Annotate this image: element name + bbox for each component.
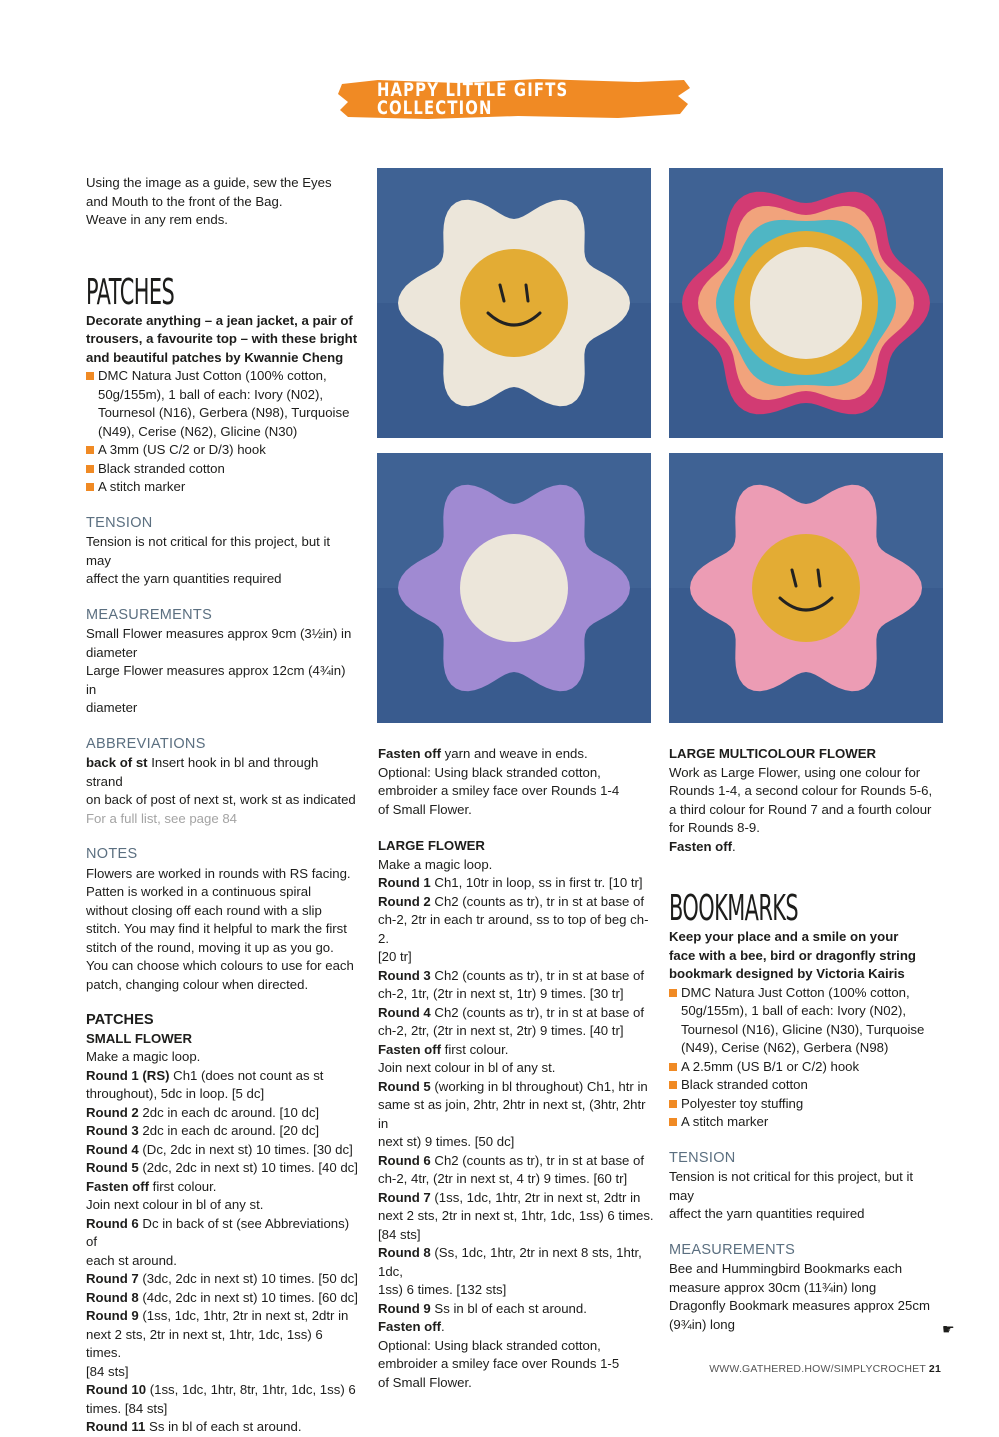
instruction-text: (4dc, 2dc in next st) 10 times. [60 dc] bbox=[138, 1289, 358, 1305]
instruction-text: Dc in back of st (see Abbreviations) of bbox=[86, 1215, 350, 1249]
ivory-smiley-flower-photo bbox=[377, 168, 651, 438]
text-line: A 2.5mm (US B/1 or C/2) hook bbox=[681, 1058, 860, 1074]
instruction-text: Ch2 (counts as tr), tr in st at base of bbox=[430, 967, 645, 983]
instruction-line bbox=[86, 1067, 358, 1086]
instruction-text: (Ss, 1dc, 1htr, 2tr in next 8 sts, 1htr, 1dc, bbox=[378, 1245, 642, 1279]
text-line: without closing off each round with a slip bbox=[86, 902, 322, 918]
list-item bbox=[86, 441, 358, 460]
instruction-label: Round 5 bbox=[378, 1078, 431, 1094]
text-line: affect the yarn quantities required bbox=[669, 1206, 865, 1221]
instruction-text: same st as join, 2htr, 2htr in next st, (3htr, 2htr in bbox=[378, 1097, 646, 1131]
instruction-label: Round 3 bbox=[86, 1123, 139, 1138]
text-line: Work as Large Flower, using one colour for bbox=[669, 764, 921, 780]
pointing-hand-icon: ☛ bbox=[942, 1321, 955, 1337]
instruction-line bbox=[86, 1141, 358, 1160]
photo-illustration bbox=[377, 168, 651, 438]
pink-smiley-flower-photo bbox=[669, 453, 943, 723]
instruction-line bbox=[86, 1418, 358, 1437]
pattern-heading: PATCHES bbox=[86, 1012, 154, 1028]
abbreviations-text bbox=[86, 754, 358, 828]
instruction-text: yarn and weave in ends. bbox=[441, 746, 588, 761]
text-line: . bbox=[732, 838, 736, 854]
multicolour-flower-photo bbox=[669, 168, 943, 438]
list-item bbox=[669, 1113, 941, 1132]
list-item bbox=[669, 1095, 941, 1114]
instruction-text: of Small Flower. bbox=[378, 801, 472, 817]
large-flower-instructions bbox=[378, 856, 654, 1393]
list-item bbox=[86, 478, 358, 497]
instruction-text: Ch1 (does not count as st bbox=[169, 1067, 324, 1083]
instruction-line bbox=[378, 1355, 654, 1374]
instruction-line bbox=[86, 1048, 358, 1067]
instruction-line bbox=[378, 1004, 654, 1023]
instruction-text: Ss in bl of each st around. bbox=[430, 1300, 587, 1316]
instruction-text: times. [84 sts] bbox=[86, 1400, 168, 1416]
instruction-line bbox=[378, 893, 654, 912]
instruction-line bbox=[378, 874, 654, 893]
text-line: Using the image as a guide, sew the Eyes bbox=[86, 175, 332, 190]
right-eye bbox=[818, 570, 820, 586]
middle-column bbox=[378, 745, 654, 1392]
bookmarks-materials-list bbox=[669, 984, 941, 1132]
text-line bbox=[669, 838, 941, 857]
abbr-definition: Insert hook in bl and through strand bbox=[86, 755, 319, 789]
right-column bbox=[669, 745, 941, 1334]
instruction-label: Round 6 bbox=[378, 1152, 431, 1168]
list-item bbox=[669, 1058, 941, 1077]
instruction-text: (1ss, 1dc, 1htr, 8tr, 1htr, 1dc, 1ss) 6 bbox=[146, 1382, 356, 1397]
instruction-label: Round 4 bbox=[378, 1004, 431, 1020]
text-line: Tension is not critical for this project, but it may bbox=[669, 1169, 914, 1203]
page-reference: For a full list, see page 84 bbox=[86, 810, 238, 826]
text-line: (N49), Cerise (N62), Glicine (N30) bbox=[98, 423, 298, 439]
list-item bbox=[669, 1076, 941, 1095]
instruction-text: first colour. bbox=[149, 1178, 217, 1194]
flower-center bbox=[750, 247, 862, 359]
list-item bbox=[669, 984, 941, 1058]
patches-intro bbox=[86, 312, 358, 368]
instruction-label: Fasten off bbox=[378, 1319, 442, 1334]
list-item bbox=[86, 367, 358, 441]
instruction-label: Round 6 bbox=[86, 1215, 139, 1231]
instruction-label: Round 7 bbox=[378, 1189, 431, 1205]
flower-center bbox=[752, 534, 860, 642]
bookmarks-measurements-heading: MEASUREMENTS bbox=[669, 1241, 796, 1258]
instruction-line bbox=[86, 1104, 358, 1123]
instruction-line bbox=[378, 1078, 654, 1097]
instruction-text: embroider a smiley face over Rounds 1-5 bbox=[378, 1356, 620, 1371]
photo-illustration bbox=[377, 453, 651, 723]
text-line: (9¾in) long bbox=[669, 1316, 735, 1332]
instruction-label: Round 9 bbox=[378, 1300, 431, 1316]
instruction-text: Ch2 (counts as tr), tr in st at base of bbox=[430, 1152, 645, 1168]
instruction-text: [20 tr] bbox=[378, 949, 412, 964]
instruction-line bbox=[378, 967, 654, 986]
instruction-text: (1ss, 1dc, 1htr, 2tr in next st, 2dtr in bbox=[138, 1308, 349, 1323]
photo-illustration bbox=[669, 453, 943, 723]
instruction-line bbox=[378, 948, 654, 967]
instruction-line bbox=[378, 1374, 654, 1393]
instruction-text: (3dc, 2dc in next st) 10 times. [50 dc] bbox=[138, 1271, 358, 1286]
instruction-text: ch-2, 1tr, (2tr in next st, 1tr) 9 times. [30 tr] bbox=[378, 986, 624, 1001]
list-item bbox=[86, 460, 358, 479]
instruction-text: next 2 sts, 2tr in next st, 1htr, 1dc, 1ss) 6 times. bbox=[378, 1208, 654, 1223]
instruction-line bbox=[378, 911, 654, 948]
instruction-text: . bbox=[441, 1319, 445, 1334]
instruction-text: Join next colour in bl of any st. bbox=[378, 1060, 556, 1075]
text-line: DMC Natura Just Cotton (100% cotton, bbox=[681, 984, 910, 1000]
instruction-label: Round 1 (RS) bbox=[86, 1067, 170, 1083]
instruction-text: Join next colour in bl of any st. bbox=[86, 1197, 264, 1212]
text-line: 50g/155m), 1 ball of each: Ivory (N02), bbox=[681, 1003, 907, 1018]
bookmarks-tension-heading: TENSION bbox=[669, 1149, 736, 1166]
text-line: stitch of the round, moving it up as you go. bbox=[86, 939, 334, 955]
collection-banner bbox=[338, 76, 692, 122]
instruction-text: 2dc in each dc around. [10 dc] bbox=[138, 1104, 320, 1120]
instruction-text: first colour. bbox=[441, 1041, 509, 1057]
text-line: Bee and Hummingbird Bookmarks each bbox=[669, 1261, 903, 1276]
large-flower-heading: LARGE FLOWER bbox=[378, 838, 485, 853]
instruction-line bbox=[86, 1252, 358, 1271]
text-line: stitch. You may find it helpful to mark the first bbox=[86, 921, 347, 936]
instruction-line bbox=[86, 1178, 358, 1197]
text-line: Decorate anything – a jean jacket, a pair of bbox=[86, 312, 353, 328]
notes-heading: NOTES bbox=[86, 846, 138, 862]
instruction-line bbox=[378, 1022, 654, 1041]
instruction-text: Ch2 (counts as tr), tr in st at base of bbox=[430, 893, 645, 909]
text-line: 50g/155m), 1 ball of each: Ivory (N02), bbox=[98, 386, 324, 402]
instruction-label: Round 8 bbox=[86, 1289, 139, 1305]
text-line: face with a bee, bird or dragonfly string bbox=[669, 947, 916, 963]
text-line: Flowers are worked in rounds with RS facing. bbox=[86, 865, 351, 881]
flower-center bbox=[460, 249, 568, 357]
text-line: and beautiful patches by Kwannie Cheng bbox=[86, 349, 344, 365]
instruction-text: of Small Flower. bbox=[378, 1374, 472, 1390]
tension-text bbox=[86, 533, 358, 589]
left-column bbox=[86, 174, 358, 1437]
instruction-text: [84 sts] bbox=[86, 1363, 129, 1379]
instruction-text: [84 sts] bbox=[378, 1226, 421, 1242]
instruction-text: (1ss, 1dc, 1htr, 2tr in next st, 2dtr in bbox=[430, 1189, 641, 1205]
text-line: diameter bbox=[86, 700, 138, 715]
instruction-text: (Dc, 2dc in next st) 10 times. [30 dc] bbox=[138, 1141, 353, 1157]
instruction-line bbox=[378, 1207, 654, 1226]
instruction-line bbox=[86, 1400, 358, 1419]
instruction-line bbox=[378, 764, 654, 783]
text-line: Weave in any rem ends. bbox=[86, 212, 228, 227]
text-line: Tournesol (N16), Glicine (N30), Turquoise bbox=[681, 1021, 925, 1037]
text-line: Tournesol (N16), Gerbera (N98), Turquoise bbox=[98, 405, 350, 420]
flower-center bbox=[460, 534, 568, 642]
instruction-text: Optional: Using black stranded cotton, bbox=[378, 764, 601, 780]
instruction-line bbox=[86, 1085, 358, 1104]
instruction-line bbox=[378, 1244, 654, 1281]
right-eye bbox=[526, 285, 528, 301]
materials-list bbox=[86, 367, 358, 497]
instruction-text: Ch2 (counts as tr), tr in st at base of bbox=[430, 1004, 645, 1020]
instruction-line bbox=[86, 1122, 358, 1141]
abbreviations-heading: ABBREVIATIONS bbox=[86, 735, 206, 752]
instruction-line bbox=[86, 1326, 358, 1363]
text-line: Large Flower measures approx 12cm (4¾in) in bbox=[86, 663, 346, 697]
instruction-text: (working in bl throughout) Ch1, htr in bbox=[430, 1078, 648, 1094]
instruction-line bbox=[86, 1363, 358, 1382]
instruction-text: Optional: Using black stranded cotton, bbox=[378, 1337, 601, 1353]
instruction-text: ch-2, 2tr in each tr around, ss to top of beg ch-2. bbox=[378, 912, 649, 946]
tension-heading: TENSION bbox=[86, 514, 153, 531]
text-line: Keep your place and a smile on your bbox=[669, 929, 899, 944]
instruction-text: next 2 sts, 2tr in next st, 1htr, 1dc, 1ss) 6 times. bbox=[86, 1326, 323, 1360]
instruction-label: Round 9 bbox=[86, 1308, 139, 1323]
instruction-label: Round 7 bbox=[86, 1271, 139, 1286]
instruction-text: 2dc in each dc around. [20 dc] bbox=[138, 1123, 320, 1138]
fasten-off-label: Fasten off bbox=[669, 838, 733, 854]
patches-heading: PATCHES bbox=[86, 271, 175, 313]
text-line: Black stranded cotton bbox=[681, 1077, 808, 1092]
text-line: A 3mm (US C/2 or D/3) hook bbox=[98, 442, 266, 457]
instruction-text: Make a magic loop. bbox=[378, 856, 493, 872]
text-line: Polyester toy stuffing bbox=[681, 1095, 804, 1111]
text-line: Black stranded cotton bbox=[98, 460, 225, 476]
instruction-text: Ch1, 10tr in loop, ss in first tr. [10 tr] bbox=[430, 875, 643, 890]
text-line: and Mouth to the front of the Bag. bbox=[86, 193, 283, 209]
instruction-line bbox=[378, 1189, 654, 1208]
instruction-label: Round 10 bbox=[86, 1382, 147, 1397]
instruction-label: Round 4 bbox=[86, 1141, 139, 1157]
footer-url: WWW.GATHERED.HOW/SIMPLYCROCHET bbox=[709, 1363, 926, 1375]
instruction-text: each st around. bbox=[86, 1252, 177, 1268]
instruction-text: Ss in bl of each st around. bbox=[145, 1419, 302, 1434]
page-footer bbox=[709, 1360, 941, 1379]
instruction-label: Fasten off bbox=[86, 1178, 150, 1194]
instruction-line bbox=[378, 1133, 654, 1152]
text-line: Dragonfly Bookmark measures approx 25cm bbox=[669, 1298, 930, 1313]
instruction-line bbox=[378, 1096, 654, 1133]
instruction-label: Round 2 bbox=[86, 1104, 139, 1120]
instruction-label: Round 8 bbox=[378, 1245, 431, 1260]
instruction-line bbox=[86, 1381, 358, 1400]
instruction-line bbox=[378, 782, 654, 801]
page-number: 21 bbox=[928, 1363, 941, 1375]
text-line: A stitch marker bbox=[98, 479, 186, 494]
small-flower-instructions bbox=[86, 1048, 358, 1437]
instruction-label: Round 1 bbox=[378, 875, 431, 890]
instruction-text: embroider a smiley face over Rounds 1-4 bbox=[378, 783, 620, 798]
instruction-text: throughout), 5dc in loop. [5 dc] bbox=[86, 1086, 265, 1101]
instruction-text: ch-2, 2tr, (2tr in next st, 2tr) 9 times. [40 tr] bbox=[378, 1023, 624, 1038]
instruction-line bbox=[378, 1300, 654, 1319]
text-line: patch, changing colour when directed. bbox=[86, 976, 309, 992]
banner-title: HAPPY LITTLE GIFTS COLLECTION bbox=[376, 78, 569, 119]
small-flower-heading: SMALL FLOWER bbox=[86, 1030, 192, 1046]
instruction-line bbox=[378, 1170, 654, 1189]
text-line: affect the yarn quantities required bbox=[86, 571, 282, 586]
bookmarks-heading: BOOKMARKS bbox=[669, 888, 799, 929]
text-line bbox=[86, 754, 358, 791]
instruction-line bbox=[378, 745, 654, 764]
text-line: measure approx 30cm (11¾in) long bbox=[669, 1279, 877, 1295]
text-line: A stitch marker bbox=[681, 1114, 769, 1129]
text-line: Patten is worked in a continuous spiral bbox=[86, 884, 312, 899]
instruction-line bbox=[378, 1337, 654, 1356]
instruction-line bbox=[378, 1059, 654, 1078]
text-line: diameter bbox=[86, 644, 138, 660]
instruction-line bbox=[378, 1281, 654, 1300]
text-line: on back of post of next st, work st as indicated bbox=[86, 792, 356, 807]
instruction-line bbox=[86, 1270, 358, 1289]
instruction-text: (2dc, 2dc in next st) 10 times. [40 dc] bbox=[138, 1160, 358, 1175]
text-line: for Rounds 8-9. bbox=[669, 820, 760, 835]
instruction-line bbox=[378, 985, 654, 1004]
text-line: trousers, a favourite top – with these bright bbox=[86, 331, 358, 346]
measurements-text bbox=[86, 625, 358, 718]
instruction-line bbox=[378, 1041, 654, 1060]
text-line: You can choose which colours to use for each bbox=[86, 958, 354, 973]
instruction-label: Round 3 bbox=[378, 967, 431, 983]
text-line: Tension is not critical for this project, but it may bbox=[86, 534, 331, 568]
instruction-label: Fasten off bbox=[378, 746, 442, 761]
instruction-line bbox=[86, 1215, 358, 1252]
large-multicolour-flower-heading: LARGE MULTICOLOUR FLOWER bbox=[669, 746, 877, 761]
instruction-label: Round 2 bbox=[378, 893, 431, 909]
instruction-line bbox=[378, 1152, 654, 1171]
text-line: Rounds 1-4, a second colour for Rounds 5-6, bbox=[669, 783, 933, 798]
instruction-line bbox=[378, 1226, 654, 1245]
instruction-line bbox=[378, 801, 654, 820]
instruction-line bbox=[378, 856, 654, 875]
instruction-line bbox=[86, 1159, 358, 1178]
instruction-label: Round 5 bbox=[86, 1160, 139, 1175]
instruction-line bbox=[86, 1196, 358, 1215]
text-line: DMC Natura Just Cotton (100% cotton, bbox=[98, 368, 327, 383]
photo-illustration bbox=[669, 168, 943, 438]
text-line: a third colour for Round 7 and a fourth colour bbox=[669, 801, 932, 817]
instruction-text: 1ss) 6 times. [132 sts] bbox=[378, 1282, 507, 1297]
small-flower-finishing bbox=[378, 745, 654, 819]
text-line: (N49), Cerise (N62), Gerbera (N98) bbox=[681, 1040, 889, 1055]
intro-text bbox=[86, 174, 358, 230]
purple-flower-photo bbox=[377, 453, 651, 723]
notes-text bbox=[86, 865, 358, 995]
instruction-label: Fasten off bbox=[378, 1041, 442, 1057]
instruction-label: Round 11 bbox=[86, 1419, 146, 1434]
bookmarks-intro bbox=[669, 928, 941, 984]
instruction-text: Make a magic loop. bbox=[86, 1049, 201, 1064]
bookmarks-tension-text bbox=[669, 1168, 941, 1224]
text-line: bookmark designed by Victoria Kairis bbox=[669, 966, 905, 981]
text-line: Small Flower measures approx 9cm (3½in) in bbox=[86, 626, 352, 641]
bookmarks-measurements-text bbox=[669, 1260, 941, 1334]
instruction-line bbox=[86, 1289, 358, 1308]
instruction-text: ch-2, 4tr, (2tr in next st, 4 tr) 9 times. [60 tr] bbox=[378, 1171, 628, 1186]
instruction-line bbox=[86, 1307, 358, 1326]
measurements-heading: MEASUREMENTS bbox=[86, 606, 213, 623]
abbr-term: back of st bbox=[86, 755, 148, 770]
multicolour-instructions bbox=[669, 764, 941, 857]
instruction-text: next st) 9 times. [50 dc] bbox=[378, 1134, 515, 1149]
instruction-line bbox=[378, 1318, 654, 1337]
